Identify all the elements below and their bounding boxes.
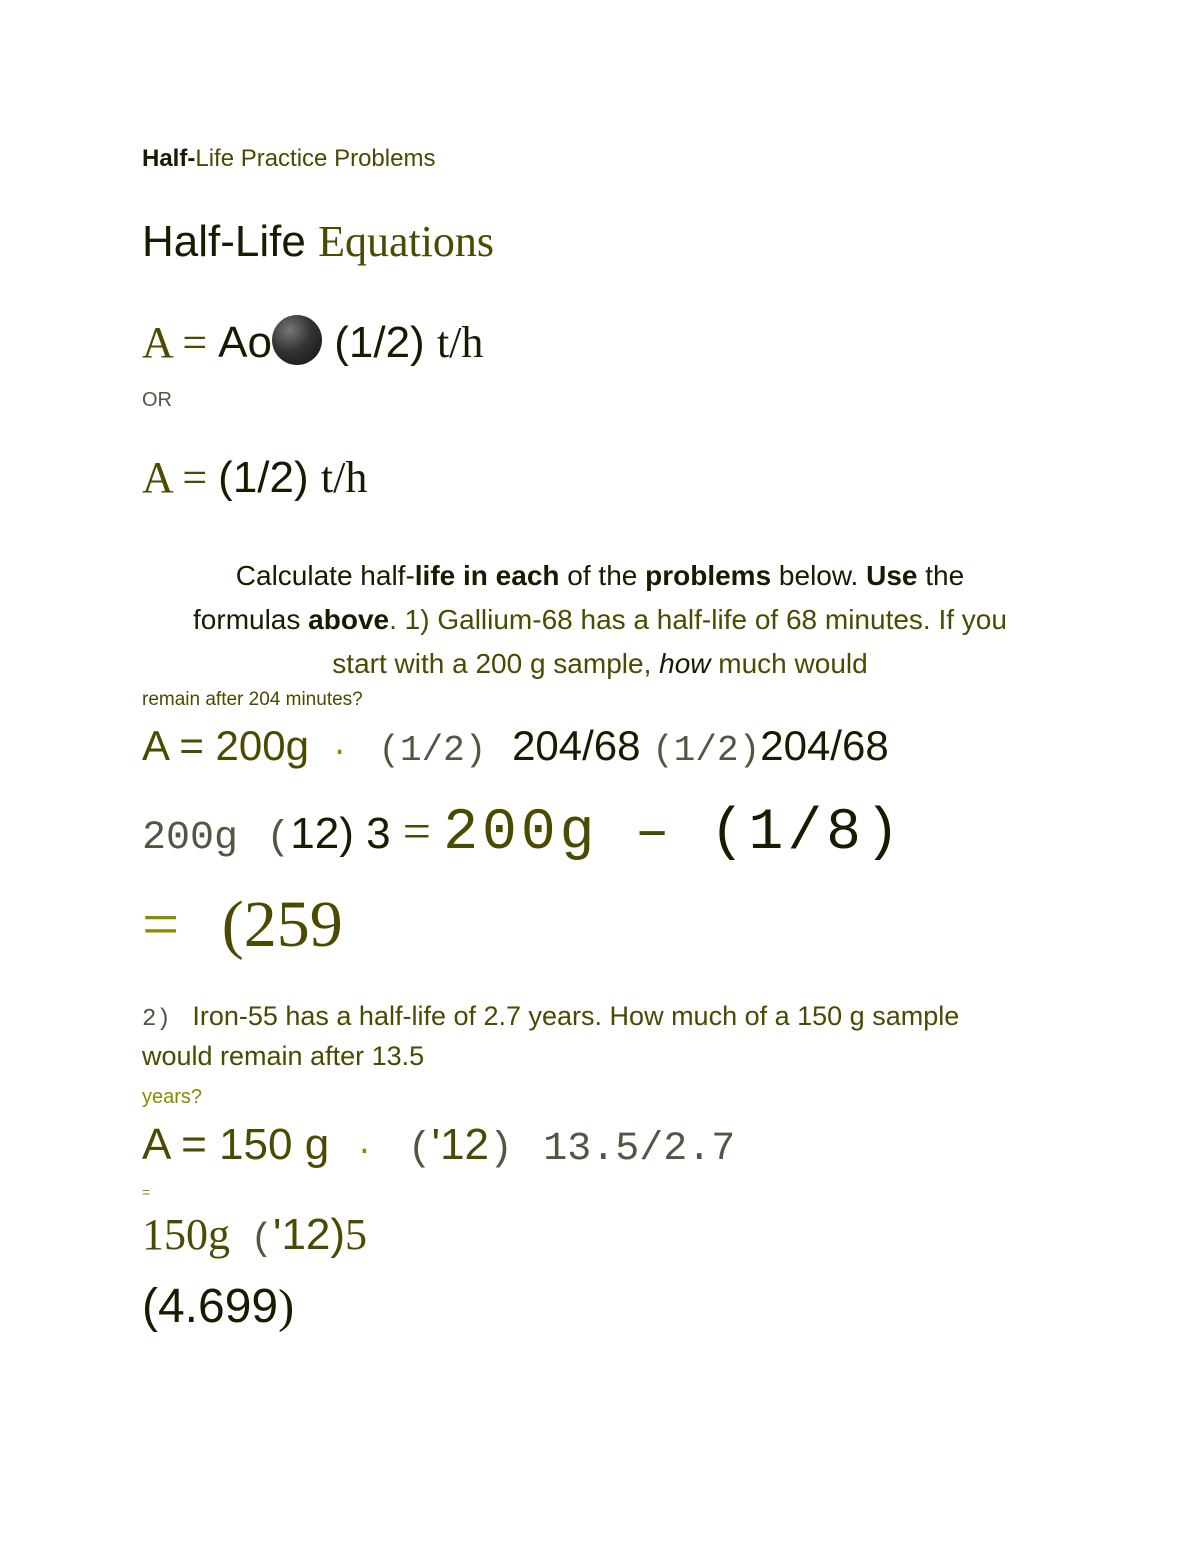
eq2-th: t/h xyxy=(320,453,368,502)
document-title xyxy=(142,147,435,171)
intro-line-1: Calculate half-life in each of the problems below. Use the xyxy=(235,560,965,591)
eq1-half: (1/2) xyxy=(334,318,425,367)
p2-line-b: 150g ('12)5 xyxy=(142,1210,368,1261)
p2-question-line-2: would remain after 13.5 xyxy=(142,1041,425,1071)
p1-line-b: 200g (12) 3 = 200g – (1/8) xyxy=(142,801,904,866)
heading-equations: Equations xyxy=(318,217,495,266)
p2-question-line-3: years? xyxy=(142,1086,203,1108)
heading-half-life: Half-Life xyxy=(142,217,306,266)
eq1-a-equals: A = xyxy=(142,318,219,367)
section-heading xyxy=(142,217,495,266)
or-label: OR xyxy=(142,389,172,411)
p2-question-line-1: 2) Iron-55 has a half-life of 2.7 years. How much of a 150 g sample xyxy=(142,1001,960,1033)
p2-line-c: (4.699) xyxy=(142,1280,295,1333)
title-bold: Half- xyxy=(142,145,196,172)
p1-line-c: = (259 xyxy=(142,888,343,961)
p2-line-a: A = 150 g · ('12) 13.5/2.7 xyxy=(142,1120,736,1172)
equation-2 xyxy=(142,453,368,502)
title-rest: Life Practice Problems xyxy=(195,145,436,172)
intro-line-2: formulas above. 1) Gallium-68 has a half-life of 68 minutes. If you xyxy=(193,604,1007,635)
intro-line-3: start with a 200 g sample, how much would xyxy=(332,648,868,679)
eq1-th: t/h xyxy=(436,318,484,367)
equation-1 xyxy=(142,315,483,365)
eq1-ao: Ao xyxy=(218,318,272,367)
eq2-half: (1/2) xyxy=(218,453,309,502)
p2-small-equals: = xyxy=(142,1184,151,1200)
eq2-a-equals: A = xyxy=(142,453,219,502)
p1-line-a: A = 200g · (1/2) 204/68 (1/2)204/68 xyxy=(142,722,889,771)
black-circle-icon xyxy=(272,315,322,365)
intro-line-4: remain after 204 minutes? xyxy=(142,689,363,710)
